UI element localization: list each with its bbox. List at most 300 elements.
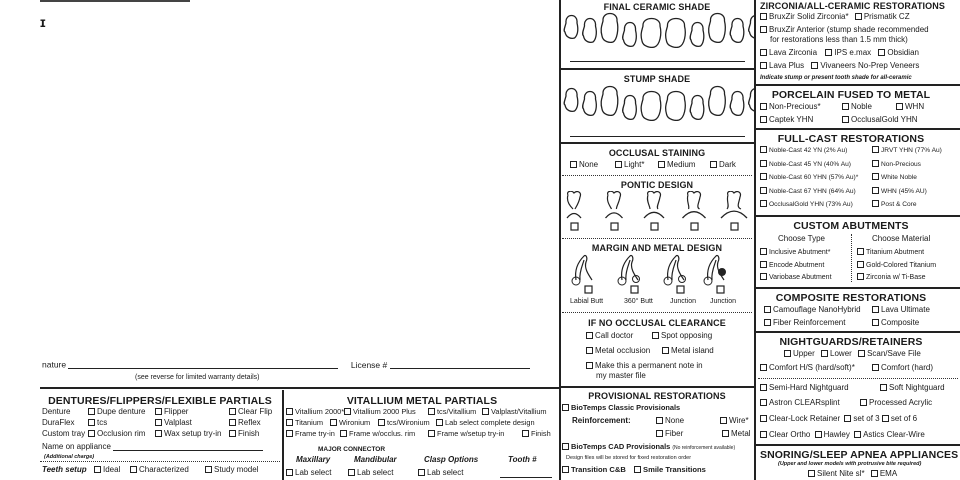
checkbox[interactable] (155, 419, 162, 426)
checkbox[interactable] (872, 200, 879, 207)
checkbox[interactable] (229, 408, 236, 415)
checkbox[interactable] (878, 49, 885, 56)
license-field[interactable] (390, 360, 530, 369)
zirconia-title: ZIRCONIA/ALL-CERAMIC RESTORATIONS (760, 1, 945, 11)
maxillary-lab-select[interactable]: Lab select (286, 469, 331, 477)
full-cast-left-label: Noble-Cast 60 YHN (57% Au)* (769, 174, 859, 181)
full-cast-right-label: Non-Precious (881, 160, 921, 168)
nightguards-divider (756, 444, 960, 446)
biotemps-classic-option[interactable]: BioTemps Classic Provisionals (562, 404, 680, 411)
margin-checkbox[interactable] (717, 286, 724, 293)
pfm-title: PORCELAIN FUSED TO METAL (771, 89, 931, 101)
permanent-note-line-2: my master file (596, 371, 646, 380)
occlusalgold-pfm-option[interactable]: OcclusalGold YHN (842, 116, 918, 124)
staining-dotted-divider (562, 175, 752, 176)
pontic-option-1[interactable] (567, 191, 581, 230)
wironium-option[interactable]: Wironium (330, 419, 370, 426)
study-model-option[interactable]: Study model (205, 466, 258, 474)
final-shade-tooth-8[interactable] (709, 14, 726, 43)
full-cast-divider (756, 215, 960, 217)
margin-checkbox[interactable] (677, 286, 684, 293)
frame-try-in-option[interactable]: Frame try-in (286, 430, 335, 437)
astron-option[interactable]: Astron CLEARsplint (760, 399, 840, 407)
checkbox[interactable] (855, 13, 862, 20)
additional-charge-note: (Additional charge) (44, 454, 95, 460)
set-of-6-option[interactable]: set of 6 (882, 414, 917, 423)
checkbox[interactable] (722, 430, 729, 437)
tcs-wironium-option[interactable]: tcs/Wironium (378, 419, 430, 426)
call-doctor-option[interactable]: Call doctor (586, 332, 633, 340)
abutment-type-option[interactable] (760, 273, 832, 281)
margin-metal-title: MARGIN AND METAL DESIGN (591, 243, 723, 253)
set-of-3-option[interactable]: set of 3 (844, 414, 879, 423)
full-cast-right-option[interactable] (872, 200, 917, 209)
checkbox[interactable] (88, 430, 95, 437)
clasp-lab-select[interactable]: Lab select (418, 469, 463, 477)
checkbox[interactable] (286, 408, 293, 415)
checkbox[interactable] (658, 161, 665, 168)
checkbox[interactable] (155, 408, 162, 415)
checkbox[interactable] (205, 466, 212, 473)
checkbox[interactable] (522, 430, 529, 437)
checkbox[interactable] (760, 13, 767, 20)
checkbox[interactable] (764, 306, 771, 313)
full-cast-left-label: OcclusalGold YHN (73% Au) (769, 201, 853, 208)
checkbox[interactable] (760, 384, 767, 391)
frame-setup-try-in-option[interactable]: Frame w/setup try-in (428, 430, 504, 437)
nightguards-title: NIGHTGUARDS/RETAINERS (779, 336, 923, 348)
astics-option[interactable]: Astics Clear-Wire (854, 430, 925, 439)
lava-zirconia-option[interactable]: Lava Zirconia (760, 48, 817, 57)
pontic-checkbox[interactable] (731, 223, 738, 230)
checkbox[interactable] (760, 116, 767, 123)
ideal-option[interactable]: Ideal (94, 466, 120, 474)
pontic-checkbox[interactable] (571, 223, 578, 230)
junction-label-1: Junction (670, 298, 697, 305)
checkbox[interactable] (330, 419, 337, 426)
checkbox[interactable] (562, 443, 569, 450)
reinforcement-fiber-option[interactable]: Fiber (656, 430, 683, 438)
full-cast-right-option[interactable] (872, 173, 917, 182)
frame-occlus-rim-option[interactable]: Frame w/occlus. rim (340, 430, 415, 437)
abutment-material-option[interactable] (857, 273, 926, 281)
stump-shade-tooth-7[interactable] (690, 96, 704, 120)
full-cast-right-option[interactable] (872, 146, 942, 155)
checkbox[interactable] (88, 408, 95, 415)
semi-hard-option[interactable]: Semi-Hard Nightguard (760, 384, 849, 392)
pontic-checkbox[interactable] (611, 223, 618, 230)
stump-shade-teeth-chart[interactable] (562, 83, 754, 121)
checkbox[interactable] (825, 49, 832, 56)
reinforcement-wire-option[interactable]: Wire* (720, 417, 749, 425)
checkbox[interactable] (652, 332, 659, 339)
smile-transitions-option[interactable]: Smile Transitions (634, 466, 706, 474)
nightguards-row-3 (760, 384, 960, 394)
zirconia-note: Indicate stump or present tooth shade for all-ceramic (760, 75, 912, 81)
pontic-option-5[interactable] (721, 191, 747, 230)
abutment-type-option[interactable] (760, 261, 824, 269)
checkbox[interactable] (760, 62, 767, 69)
checkbox[interactable] (760, 160, 767, 167)
checkbox[interactable] (854, 431, 861, 438)
reinforcement-none-option[interactable]: None (656, 417, 684, 425)
biotemps-cad-option[interactable]: BioTemps CAD Provisionals (No reinforcement available) (562, 443, 735, 451)
vivaneers-option[interactable]: Vivaneers No-Prep Veneers (811, 61, 919, 70)
snoring-title: SNORING/SLEEP APNEA APPLIANCES (760, 449, 959, 461)
camouflage-option[interactable]: Camouflage NanoHybrid (764, 306, 861, 314)
name-on-appliance: Name on appliance (42, 443, 263, 451)
metal-island-option[interactable]: Metal island (662, 347, 714, 355)
major-connector-label: MAJOR CONNECTOR (318, 446, 386, 453)
junction-label-2: Junction (710, 298, 737, 305)
soft-nightguard-option[interactable]: Soft Nightguard (880, 384, 945, 392)
checkbox[interactable] (896, 103, 903, 110)
upper-option[interactable]: Upper (784, 349, 815, 358)
warranty-note: (see reverse for limited warranty details) (135, 374, 260, 381)
reinforcement-label: Reinforcement: (572, 416, 631, 425)
margin-checkbox[interactable] (585, 286, 592, 293)
margin-design-option-1[interactable] (572, 255, 592, 293)
permanent-note-option[interactable]: Make this a permanent note in (586, 362, 703, 370)
margin-checkbox[interactable] (631, 286, 638, 293)
checkbox[interactable] (615, 161, 622, 168)
pontic-option-3[interactable] (644, 191, 664, 230)
checkbox[interactable] (815, 431, 822, 438)
reflex-option[interactable]: Reflex (229, 419, 261, 427)
checkbox[interactable] (821, 350, 828, 357)
checkbox[interactable] (378, 419, 385, 426)
composite-option[interactable]: Composite (872, 319, 919, 327)
checkbox[interactable] (760, 273, 767, 280)
abutment-material-label: Gold-Colored Titanium (866, 261, 937, 269)
transitions-row (562, 466, 754, 476)
full-cast-left-option[interactable] (760, 146, 847, 155)
stump-shade-field[interactable] (570, 136, 745, 137)
checkbox[interactable] (760, 173, 767, 180)
wax-setup-option[interactable]: Wax setup try-in (155, 430, 222, 438)
staining-medium-option[interactable]: Medium (658, 161, 695, 169)
reinforcement-row (562, 417, 754, 441)
final-shade-divider (560, 68, 754, 70)
checkbox[interactable] (760, 200, 767, 207)
full-cast-right-label: Post & Core (881, 201, 917, 208)
checkbox[interactable] (764, 319, 771, 326)
stump-shade-title: STUMP SHADE (623, 74, 691, 84)
obsidian-option[interactable]: Obsidian (878, 48, 919, 57)
snoring-options (808, 470, 897, 478)
checkbox[interactable] (880, 384, 887, 391)
checkbox[interactable] (586, 347, 593, 354)
silent-nite-option[interactable]: Silent Nite sl* (808, 469, 865, 478)
checkbox[interactable] (348, 469, 355, 476)
stump-shade-tooth-8[interactable] (709, 87, 726, 116)
pontic-option-2[interactable] (606, 191, 623, 230)
metal-occlusion-option[interactable]: Metal occlusion (586, 347, 650, 355)
tcs-vitallium-option[interactable]: tcs/Vitallium (428, 408, 476, 415)
nightguards-row-2 (760, 364, 960, 374)
abutment-column-divider (851, 234, 852, 282)
no-clearance-title: IF NO OCCLUSAL CLEARANCE (588, 318, 726, 328)
right-column (756, 0, 960, 480)
full-cast-right-label: White Noble (881, 174, 917, 181)
full-cast-left-option[interactable] (760, 200, 853, 209)
full-cast-left-label: Noble-Cast 67 YHN (64% Au) (769, 187, 856, 195)
checkbox[interactable] (562, 466, 569, 473)
final-shade-tooth-9[interactable] (730, 19, 744, 43)
final-shade-tooth-5[interactable] (641, 19, 661, 48)
checkbox[interactable] (857, 261, 864, 268)
non-precious-option[interactable]: Non-Precious* (760, 103, 821, 111)
checkbox[interactable] (130, 466, 137, 473)
provisional-title: PROVISIONAL RESTORATIONS (588, 391, 726, 401)
clear-flip-option[interactable]: Clear Flip (229, 408, 272, 416)
checkbox[interactable] (811, 62, 818, 69)
abutment-material-option[interactable] (857, 248, 924, 256)
characterized-option[interactable]: Characterized (130, 466, 189, 474)
abutment-material-option[interactable] (857, 261, 936, 269)
finish-option[interactable]: Finish (229, 430, 259, 438)
reinforcement-metal-option[interactable]: Metal (722, 430, 751, 438)
stump-shade-tooth-4[interactable] (623, 96, 637, 120)
full-cast-left-option[interactable] (760, 173, 858, 182)
checkbox[interactable] (229, 419, 236, 426)
checkbox[interactable] (436, 419, 443, 426)
spot-opposing-option[interactable]: Spot opposing (652, 332, 712, 340)
pontic-checkbox[interactable] (691, 223, 698, 230)
checkbox[interactable] (710, 161, 717, 168)
checkbox[interactable] (229, 430, 236, 437)
final-shade-tooth-4[interactable] (623, 23, 637, 47)
vitallium-2000-plus-option[interactable]: Vitallium 2000 Plus (344, 408, 416, 415)
checkbox[interactable] (286, 419, 293, 426)
checkbox[interactable] (418, 469, 425, 476)
checkbox[interactable] (872, 146, 879, 153)
checkbox[interactable] (842, 103, 849, 110)
hawley-option[interactable]: Hawley (815, 430, 850, 439)
checkbox[interactable] (562, 404, 569, 411)
occlusal-staining-title: OCCLUSAL STAINING (608, 148, 706, 158)
checkbox[interactable] (784, 350, 791, 357)
vitallium-finish-option[interactable]: Finish (522, 430, 551, 437)
top-border-line (40, 0, 190, 2)
valplast-vitallium-option[interactable]: Valplast/Vitallium (482, 408, 547, 415)
checkbox[interactable] (286, 430, 293, 437)
staining-none-option[interactable]: None (570, 161, 598, 169)
checkbox[interactable] (760, 399, 767, 406)
bruxzir-anterior-note: for restorations less than 1.5 mm thick) (770, 35, 908, 44)
full-cast-right-option[interactable] (872, 160, 921, 169)
provisional-divider (560, 386, 754, 388)
checkbox[interactable] (760, 146, 767, 153)
final-shade-tooth-6[interactable] (666, 19, 686, 48)
clear-lock-option[interactable]: Clear-Lock Retainer (760, 414, 840, 423)
titanium-option[interactable]: Titanium (286, 419, 323, 426)
checkbox[interactable] (872, 306, 879, 313)
checkbox[interactable] (482, 408, 489, 415)
full-cast-right-option[interactable] (872, 187, 927, 196)
checkbox[interactable] (662, 347, 669, 354)
checkbox[interactable] (760, 49, 767, 56)
nightguards-row-5 (760, 415, 917, 423)
vitallium-options (286, 408, 558, 441)
checkbox[interactable] (872, 160, 879, 167)
dentures-title: DENTURES/FLIPPERS/FLEXIBLE PARTIALS (48, 395, 272, 407)
checkbox[interactable] (842, 116, 849, 123)
vitallium-row (286, 430, 558, 441)
zirconia-row-3 (760, 49, 919, 57)
checkbox[interactable] (760, 103, 767, 110)
checkbox[interactable] (871, 470, 878, 477)
final-shade-field[interactable] (570, 61, 745, 62)
checkbox[interactable] (656, 417, 663, 424)
checkbox[interactable] (872, 364, 879, 371)
final-shade-tooth-2[interactable] (583, 19, 597, 43)
checkbox[interactable] (656, 430, 663, 437)
final-shade-tooth-10[interactable] (749, 16, 754, 39)
stump-shade-tooth-1[interactable] (564, 89, 578, 112)
checkbox[interactable] (586, 332, 593, 339)
abutments-divider (756, 287, 960, 289)
tcs-option[interactable]: tcs (88, 419, 107, 427)
valplast-option[interactable]: Valplast (155, 419, 192, 427)
transition-cb-option[interactable]: Transition C&B (562, 466, 626, 474)
final-shade-tooth-7[interactable] (690, 23, 704, 47)
scan-save-option[interactable]: Scan/Save File (858, 349, 921, 358)
flipper-option[interactable]: Flipper (155, 408, 188, 416)
zirconia-row-1 (760, 13, 910, 21)
noble-option[interactable]: Noble (842, 103, 872, 111)
checkbox[interactable] (858, 350, 865, 357)
margin-dotted-divider (562, 312, 752, 313)
zirconia-divider (756, 84, 960, 86)
lava-plus-option[interactable]: Lava Plus (760, 61, 804, 70)
checkbox[interactable] (857, 248, 864, 255)
checkbox[interactable] (760, 248, 767, 255)
vitallium-2000-option[interactable]: Vitallium 2000* (286, 408, 344, 415)
staining-dark-option[interactable]: Dark (710, 161, 736, 169)
360-butt-label: 360° Butt (624, 298, 653, 305)
checkbox[interactable] (760, 415, 767, 422)
checkbox[interactable] (760, 364, 767, 371)
abutment-material-label: Titanium Abutment (866, 249, 925, 256)
full-cast-title: FULL-CAST RESTORATIONS (777, 133, 925, 145)
dupe-denture-option[interactable]: Dupe denture (88, 408, 145, 416)
checkbox[interactable] (344, 408, 351, 415)
ips-emax-option[interactable]: IPS e.max (825, 48, 871, 57)
lower-option[interactable]: Lower (821, 349, 852, 358)
checkbox[interactable] (882, 415, 889, 422)
checkbox[interactable] (808, 470, 815, 477)
checkbox[interactable] (857, 273, 864, 280)
middle-left-border (559, 0, 561, 480)
pontic-checkbox[interactable] (651, 223, 658, 230)
nightguards-dotted-divider (758, 378, 958, 379)
margin-design-option-3[interactable] (664, 255, 686, 293)
lava-ultimate-option[interactable]: Lava Ultimate (872, 306, 930, 314)
stump-shade-tooth-10[interactable] (749, 89, 754, 112)
snoring-note: (Upper and lower models with protrusive bite required) (778, 461, 922, 467)
mandibular-lab-select[interactable]: Lab select (348, 469, 393, 477)
checkbox[interactable] (94, 466, 101, 473)
margin-design-option-4[interactable] (704, 255, 726, 293)
checkbox[interactable] (570, 161, 577, 168)
custom-tray-label: Custom tray (42, 429, 86, 438)
checkbox[interactable] (428, 408, 435, 415)
pfm-divider (756, 128, 960, 130)
maxillary-header: Maxillary (296, 455, 331, 464)
prismatik-option[interactable]: Prismatik CZ (855, 12, 910, 21)
checkbox[interactable] (860, 399, 867, 406)
fiber-reinforcement-option[interactable]: Fiber Reinforcement (764, 319, 845, 327)
pfm-row-1 (760, 103, 960, 113)
checkbox[interactable] (760, 431, 767, 438)
final-shade-teeth-chart[interactable] (562, 10, 754, 48)
checkbox[interactable] (586, 362, 593, 369)
checkbox[interactable] (760, 26, 767, 33)
vitallium-columns (286, 456, 558, 466)
margin-design-option-2[interactable] (618, 255, 640, 293)
stump-shade-tooth-6[interactable] (666, 92, 686, 121)
pontic-option-4[interactable] (683, 191, 706, 230)
checkbox[interactable] (634, 466, 641, 473)
staining-light-option[interactable]: Light* (615, 161, 644, 169)
checkbox[interactable] (760, 187, 767, 194)
clasp-options-header: Clasp Options (424, 455, 479, 464)
checkbox[interactable] (872, 173, 879, 180)
margin-metal-chart (562, 254, 754, 296)
composite-row-1 (764, 306, 960, 316)
checkbox[interactable] (760, 261, 767, 268)
full-cast-left-option[interactable] (760, 160, 851, 169)
checkbox[interactable] (872, 319, 879, 326)
bruxzir-solid-option[interactable]: BruxZir Solid Zirconia* (760, 12, 849, 21)
captek-option[interactable]: Captek YHN (760, 116, 813, 124)
comfort-hard-option[interactable]: Comfort (hard) (872, 364, 933, 372)
stump-shade-tooth-2[interactable] (583, 92, 597, 116)
checkbox[interactable] (88, 419, 95, 426)
dentures-dotted-divider (40, 461, 280, 462)
checkbox[interactable] (340, 430, 347, 437)
stump-shade-tooth-5[interactable] (641, 92, 661, 121)
name-on-appliance-field[interactable] (113, 443, 263, 451)
bruxzir-anterior-option[interactable]: BruxZir Anterior (stump shade recommended (760, 26, 929, 34)
occlusal-staining-options (570, 161, 754, 171)
clear-ortho-option[interactable]: Clear Ortho (760, 430, 810, 439)
final-shade-tooth-1[interactable] (564, 16, 578, 39)
stump-shade-tooth-9[interactable] (730, 92, 744, 116)
full-cast-left-option[interactable] (760, 187, 856, 196)
checkbox[interactable] (844, 415, 851, 422)
checkbox[interactable] (872, 187, 879, 194)
stump-shade-tooth-3[interactable] (601, 87, 618, 116)
tooth-number-field[interactable] (500, 469, 552, 478)
processed-acrylic-option[interactable]: Processed Acrylic (860, 399, 932, 407)
checkbox[interactable] (720, 417, 727, 424)
comfort-hs-option[interactable]: Comfort H/S (hard/soft)* (760, 364, 855, 372)
abutment-type-option[interactable] (760, 248, 830, 256)
checkbox[interactable] (286, 469, 293, 476)
abutment-type-label: Inclusive Abutment* (769, 249, 831, 256)
signature-field[interactable] (68, 360, 338, 369)
lab-select-design-option[interactable]: Lab select complete design (436, 419, 535, 426)
design-files-note: Design files will be stored for fixed restoration order (566, 455, 692, 461)
checkbox[interactable] (155, 430, 162, 437)
whn-option[interactable]: WHN (896, 103, 924, 111)
final-shade-tooth-3[interactable] (601, 14, 618, 43)
occlusion-rim-option[interactable]: Occlusion rim (88, 430, 145, 438)
ema-option[interactable]: EMA (871, 469, 897, 478)
checkbox[interactable] (428, 430, 435, 437)
